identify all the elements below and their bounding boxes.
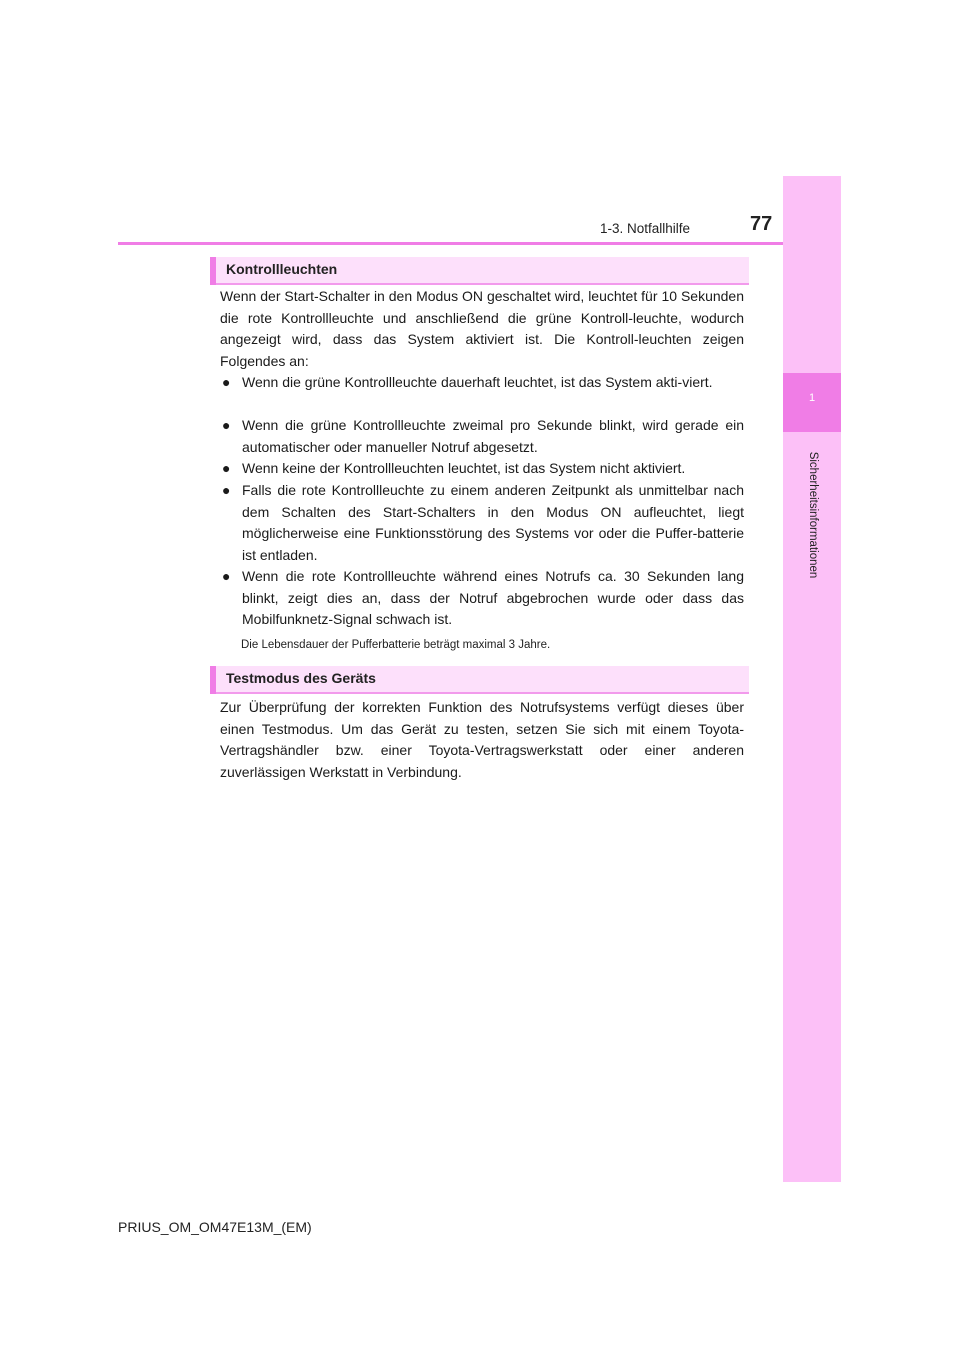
list-item-text: Wenn die grüne Kontrollleuchte dauerhaft leuchtet, ist das System akti-viert.: [242, 374, 713, 390]
header-rule: [118, 242, 841, 245]
chapter-side-tab: [783, 176, 841, 1182]
document-id: PRIUS_OM_OM47E13M_(EM): [118, 1219, 312, 1235]
list-item-text: Falls die rote Kontrollleuchte zu einem anderen Zeitpunkt als unmittelbar nach dem Schalten des Start-Schalters in den Modus ON aufleuchtet, liegt möglicherweise eine Funktionsstörung des Systems vor oder die Puffer-batterie ist entladen.: [242, 482, 744, 563]
note-text: Die Lebensdauer der Pufferbatterie beträgt maximal 3 Jahre.: [241, 639, 551, 651]
list-item-text: Wenn die rote Kontrollleuchte während eines Notrufs ca. 30 Sekunden lang blinkt, zeigt dies an, dass der Notruf abgebrochen wurde oder dass das Mobilfunknetz-Signal schwach ist.: [242, 568, 744, 627]
list-item-text: Wenn die grüne Kontrollleuchte zweimal pro Sekunde blinkt, wird gerade ein automatischer oder manueller Notruf abgesetzt.: [242, 417, 744, 455]
chapter-title: Sicherheitsinformationen: [807, 451, 819, 579]
chapter-number: 1: [808, 392, 816, 404]
bullet-icon: ●: [222, 417, 231, 433]
bullet-icon: ●: [222, 568, 231, 584]
bullet-icon: ●: [222, 374, 231, 390]
section-heading-testmodus: [210, 666, 749, 694]
page-number: 77: [750, 213, 773, 235]
section-heading-text: Testmodus des Geräts: [226, 670, 376, 686]
section-label: 1-3. Notfallhilfe: [599, 221, 690, 236]
bullet-icon: ●: [222, 460, 231, 476]
intro-paragraph: Wenn der Start-Schalter in den Modus ON geschaltet wird, leuchtet für 10 Sekunden die rote Kontrollleuchte und anschließend die grüne Kontroll-leuchte, wodurch angezeigt wird, dass das System aktiviert ist. Die Kontroll-leuchten zeigen Folgendes an:: [220, 288, 744, 369]
section-heading-text: Kontrollleuchten: [226, 261, 338, 277]
body-paragraph: Zur Überprüfung der korrekten Funktion des Notrufsystems verfügt dieses über einen Testmodus. Um das Gerät zu testen, setzen Sie sich mit einem Toyota-Vertragshändler bzw. einer Toyota-Vertragswerkstatt oder einer anderen zuverlässigen Werkstatt in Verbindung.: [220, 699, 744, 780]
section-heading-kontrollleuchten: [210, 257, 749, 285]
bullet-icon: ●: [222, 482, 231, 498]
list-item-text: Wenn keine der Kontrollleuchten leuchtet, ist das System nicht aktiviert.: [242, 460, 686, 476]
